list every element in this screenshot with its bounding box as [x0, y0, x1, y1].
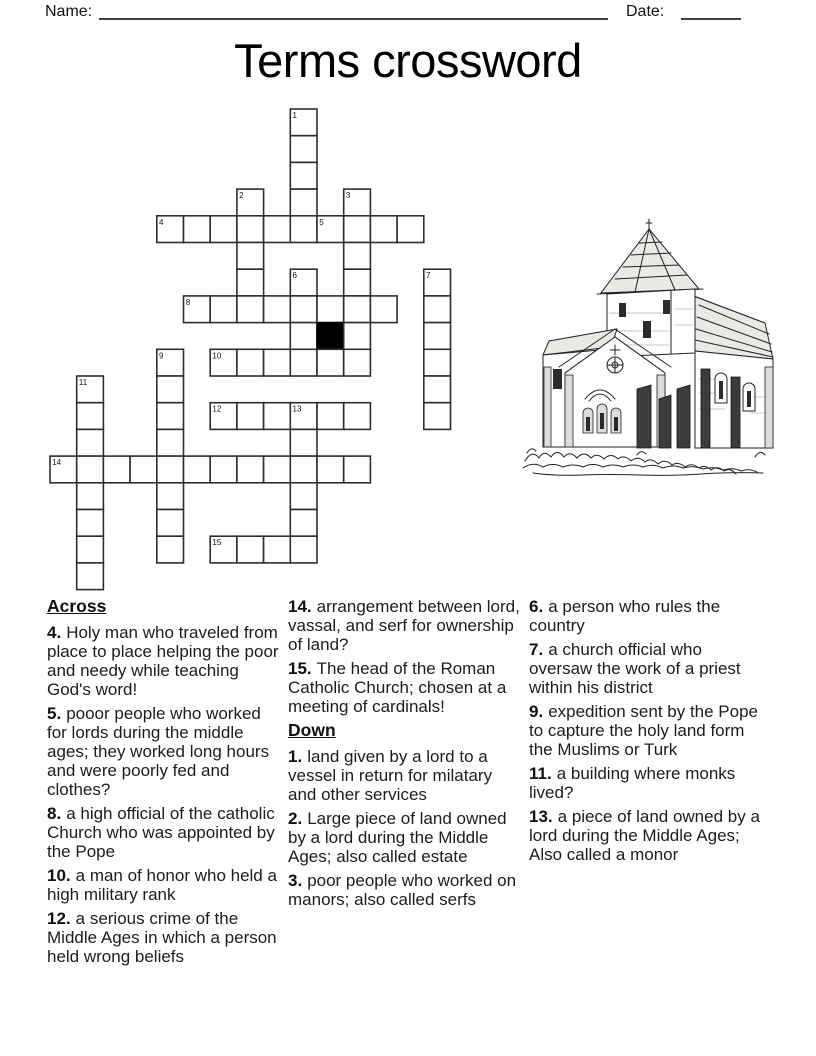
clue-down-7: 7. a church official who oversaw the work of a priest within his district	[529, 640, 741, 697]
grid-cell	[157, 536, 184, 563]
clue-across-15: 15. The head of the Roman Catholic Church; chosen at a meeting of cardinals!	[288, 659, 507, 716]
clue-down-6: 6. a person who rules the country	[529, 597, 721, 635]
grid-cell	[130, 456, 157, 483]
grid-cell	[424, 376, 451, 403]
grid-cell	[77, 563, 104, 590]
grid-cell-number: 6	[292, 271, 297, 281]
crossword-grid	[40, 100, 460, 600]
grid-cell	[264, 403, 291, 430]
grid-cell	[237, 216, 264, 243]
grid-cell-number: 3	[345, 191, 351, 201]
grid-cell-number: 14	[52, 458, 62, 468]
grid-cell-number: 12	[212, 404, 222, 414]
clue-across-14: 14. arrangement between lord, vassal, and serf for ownership of land?	[288, 597, 520, 654]
grid-cell-number: 2	[239, 191, 244, 201]
grid-cell-number: 5	[319, 217, 324, 227]
date-blank-line	[681, 1, 741, 20]
clue-down-9: 9. expedition sent by the Pope to capture the holy land form the Muslims or Turk	[529, 702, 759, 759]
grid-cell-number: 8	[185, 297, 191, 307]
grid-cell	[317, 349, 344, 376]
grid-cell-number: 11	[78, 378, 88, 387]
grid-cell	[344, 403, 371, 430]
grid-cell	[210, 296, 237, 323]
grid-cell	[157, 376, 184, 403]
grid-cell-number: 9	[159, 351, 164, 361]
grid-cell	[77, 429, 104, 456]
clue-down-13: 13. a piece of land owned by a lord during the Middle Ages; Also called a monor	[529, 807, 760, 864]
grid-cell	[237, 296, 264, 323]
grid-cell	[397, 216, 424, 243]
grid-cell	[290, 216, 317, 243]
grid-cell	[264, 536, 291, 563]
grid-cell	[290, 429, 317, 456]
name-blank-line	[99, 1, 608, 20]
grid-cell	[157, 510, 184, 537]
grid-cell	[157, 403, 184, 430]
grid-cell	[157, 456, 184, 483]
grid-cell	[290, 483, 317, 510]
clue-across-8: 8. a high official of the catholic Church who was appointed by the Pope	[47, 804, 275, 861]
clue-column-1	[47, 597, 282, 971]
clue-across-10: 10. a man of honor who held a high military rank	[47, 866, 277, 904]
grid-cell-number: 10	[212, 351, 222, 361]
grid-cell	[237, 269, 264, 296]
grid-cell-number: 1	[292, 111, 297, 120]
grid-cell	[184, 216, 211, 243]
grid-cell	[344, 349, 371, 376]
grid-cell	[264, 456, 291, 483]
grid-cell	[237, 536, 264, 563]
grid-cell	[344, 296, 371, 323]
grid-cell	[424, 296, 451, 323]
grid-cell	[290, 296, 317, 323]
clue-across-5: 5. pooor people who worked for lords during the middle ages; they worked long hours and were poorly fed and clothes?	[47, 704, 270, 799]
grid-cell	[290, 323, 317, 350]
clue-column-2	[288, 597, 523, 914]
grid-cell	[157, 429, 184, 456]
grid-cell	[424, 403, 451, 430]
grid-cell	[344, 323, 371, 350]
grid-cell	[237, 349, 264, 376]
grid-cell-number: 15	[212, 538, 222, 548]
grid-cell	[344, 269, 371, 296]
grid-cell	[344, 243, 371, 270]
grid-cell	[77, 483, 104, 510]
grid-cell	[317, 456, 344, 483]
grid-cell	[237, 403, 264, 430]
page-title: Terms crossword	[234, 34, 582, 87]
clue-down-3: 3. poor people who worked on manors; also called serfs	[288, 871, 517, 909]
grid-cell	[237, 243, 264, 270]
clue-down-1: 1. land given by a lord to a vessel in return for milatary and other services	[288, 747, 493, 804]
grid-cell	[424, 349, 451, 376]
name-label: Name:	[45, 3, 93, 20]
clue-column-3	[529, 597, 764, 869]
grid-cell	[264, 349, 291, 376]
church-illustration	[519, 217, 777, 479]
clue-down-11: 11. a building where monks lived?	[529, 764, 736, 802]
grid-cell	[290, 456, 317, 483]
grid-cell	[344, 216, 371, 243]
grid-cell	[370, 216, 397, 243]
grid-cell	[77, 403, 104, 430]
grid-cell	[210, 456, 237, 483]
grid-cell	[290, 136, 317, 163]
grid-cell	[77, 456, 104, 483]
grid-cell	[317, 296, 344, 323]
grid-cell	[237, 456, 264, 483]
grid-cell	[290, 510, 317, 537]
clue-across-12: 12. a serious crime of the Middle Ages in which a person held wrong beliefs	[47, 909, 277, 966]
grid-cell	[370, 296, 397, 323]
clue-across-4: 4. Holy man who traveled from place to place helping the poor and needy while teaching God's word!	[47, 623, 279, 699]
grid-cell	[103, 456, 130, 483]
grid-cell	[264, 296, 291, 323]
grid-cell	[264, 216, 291, 243]
grid-cell	[290, 189, 317, 216]
grid-cell	[157, 483, 184, 510]
grid-cell	[210, 216, 237, 243]
grid-cell-black	[317, 323, 344, 350]
grid-cell	[290, 536, 317, 563]
grid-cell	[317, 403, 344, 430]
grid-cell-number: 13	[292, 404, 302, 414]
date-label: Date:	[626, 3, 665, 20]
grid-cell-number: 4	[159, 217, 164, 227]
grid-cell	[77, 510, 104, 537]
down-heading: Down	[288, 720, 336, 740]
grid-cell-number: 7	[426, 271, 431, 281]
grid-cell	[424, 323, 451, 350]
grid-cell	[290, 162, 317, 189]
grid-cell	[344, 456, 371, 483]
across-heading: Across	[47, 596, 107, 616]
clue-down-2: 2. Large piece of land owned by a lord during the Middle Ages; also called estate	[288, 809, 507, 866]
grid-cell	[290, 349, 317, 376]
grid-cell	[77, 536, 104, 563]
grid-cell	[184, 456, 211, 483]
